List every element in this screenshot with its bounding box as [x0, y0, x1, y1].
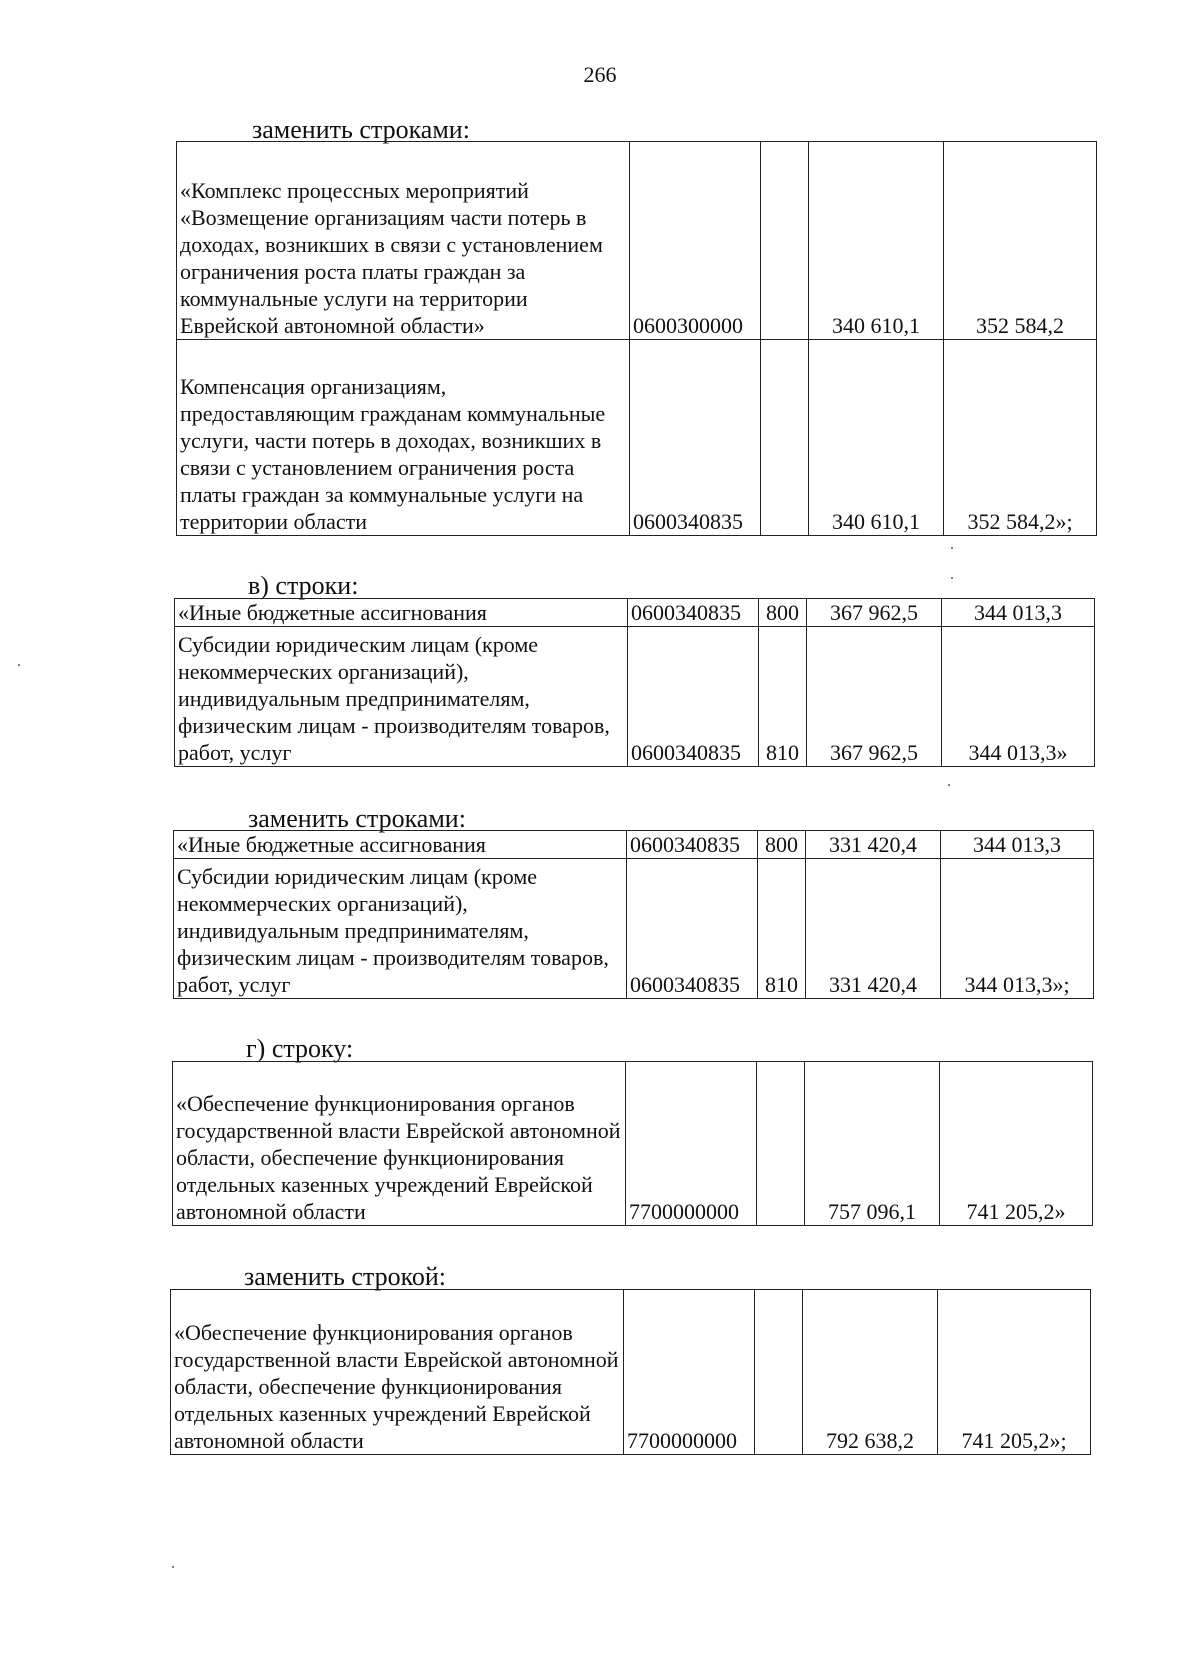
- table-row: [175, 627, 1095, 767]
- row-code: 0600340835: [628, 599, 759, 627]
- row-value-1: 331 420,4: [806, 831, 941, 859]
- block-heading: г) строку:: [246, 1034, 354, 1063]
- table-row: [174, 831, 1094, 859]
- table-row: [175, 599, 1095, 627]
- row-value-1: 792 638,2: [803, 1290, 938, 1455]
- budget-table: [176, 141, 1097, 536]
- row-name: Субсидии юридическим лицам (кроме некоммерческих организаций), индивидуальным предпринимателям, физическим лицам - производителям товаров, работ, услуг: [175, 627, 628, 767]
- row-name: «Обеспечение функционирования органов государственной власти Еврейской автономной области, обеспечение функционирования отдельных казенных учреждений Еврейской автономной области: [171, 1290, 624, 1455]
- row-value-2: 344 013,3»;: [941, 859, 1094, 999]
- row-value-1: 757 096,1: [805, 1062, 940, 1226]
- budget-table: [172, 1061, 1093, 1226]
- row-type: 800: [759, 599, 807, 627]
- block-heading: заменить строкой:: [244, 1262, 447, 1291]
- scan-speck: [951, 577, 953, 579]
- table-row: [177, 340, 1097, 536]
- row-type: [761, 340, 809, 536]
- row-type: [761, 142, 809, 340]
- row-code: 0600340835: [628, 627, 759, 767]
- row-code: 0600340835: [627, 831, 758, 859]
- row-value-2: 352 584,2»;: [944, 340, 1097, 536]
- row-code: 7700000000: [624, 1290, 755, 1455]
- budget-table: [173, 830, 1094, 999]
- row-name: Компенсация организациям, предоставляющим гражданам коммунальные услуги, части потерь в доходах, возникших в связи с установлением ограничения роста платы граждан за коммунальные услуги на территории области: [177, 340, 630, 536]
- row-name: «Комплекс процессных мероприятий «Возмещение организациям части потерь в доходах, возникших в связи с установлением ограничения роста платы граждан за коммунальные услуги на территории Еврейской автономной области»: [177, 142, 630, 340]
- table-row: [177, 142, 1097, 340]
- scan-speck: [951, 547, 953, 549]
- scan-speck: [18, 664, 20, 666]
- budget-table: [174, 598, 1095, 767]
- scan-speck: [948, 784, 950, 786]
- row-code: 0600300000: [630, 142, 761, 340]
- row-name: «Обеспечение функционирования органов государственной власти Еврейской автономной области, обеспечение функционирования отдельных казенных учреждений Еврейской автономной области: [173, 1062, 626, 1226]
- table-row: [173, 1062, 1093, 1226]
- row-value-1: 340 610,1: [809, 340, 944, 536]
- row-type: 800: [758, 831, 806, 859]
- row-code: 0600340835: [630, 340, 761, 536]
- row-name: Субсидии юридическим лицам (кроме некоммерческих организаций), индивидуальным предпринимателям, физическим лицам - производителям товаров, работ, услуг: [174, 859, 627, 999]
- budget-table: [170, 1289, 1091, 1455]
- row-code: 0600340835: [627, 859, 758, 999]
- row-value-1: 340 610,1: [809, 142, 944, 340]
- row-value-2: 344 013,3: [941, 831, 1094, 859]
- row-value-2: 352 584,2: [944, 142, 1097, 340]
- row-value-1: 331 420,4: [806, 859, 941, 999]
- block-heading: заменить строками:: [252, 115, 470, 144]
- row-value-2: 741 205,2»;: [938, 1290, 1091, 1455]
- row-type: 810: [759, 627, 807, 767]
- row-value-1: 367 962,5: [807, 627, 942, 767]
- row-type: [755, 1290, 803, 1455]
- row-type: 810: [758, 859, 806, 999]
- table-row: [171, 1290, 1091, 1455]
- row-type: [757, 1062, 805, 1226]
- row-code: 7700000000: [626, 1062, 757, 1226]
- scan-speck: [172, 1566, 174, 1568]
- row-name: «Иные бюджетные ассигнования: [174, 831, 627, 859]
- row-value-2: 344 013,3»: [942, 627, 1095, 767]
- page-number: 266: [583, 62, 617, 87]
- table-row: [174, 859, 1094, 999]
- block-heading: заменить строками:: [248, 804, 466, 833]
- row-value-2: 344 013,3: [942, 599, 1095, 627]
- row-name: «Иные бюджетные ассигнования: [175, 599, 628, 627]
- block-heading: в) строки:: [248, 571, 359, 600]
- row-value-1: 367 962,5: [807, 599, 942, 627]
- row-value-2: 741 205,2»: [940, 1062, 1093, 1226]
